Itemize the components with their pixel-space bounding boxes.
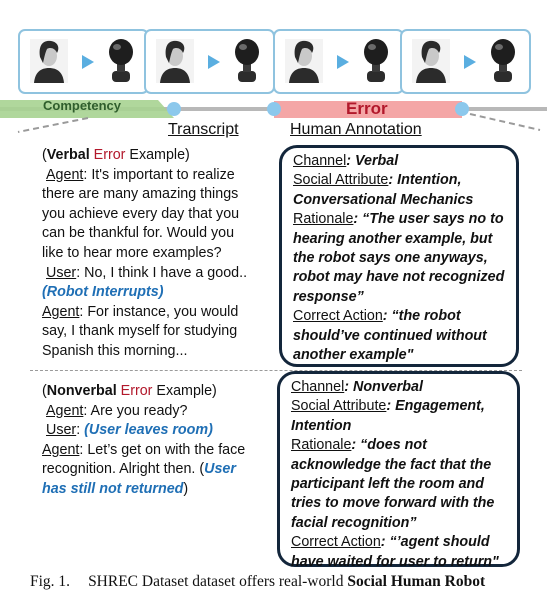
robot-head-icon xyxy=(235,39,259,82)
agent-speaker: Agent xyxy=(42,441,80,458)
dashed-connector-left xyxy=(18,118,88,132)
triangle-arrow-icon xyxy=(464,55,476,69)
interaction-frame-1 xyxy=(18,29,149,94)
robot-head-icon xyxy=(491,39,515,82)
user-speaker: User xyxy=(46,264,77,281)
user-leaves-note: (User leaves room) xyxy=(84,422,213,439)
agent-speaker: Agent xyxy=(46,402,84,419)
transcript-heading: Transcript xyxy=(168,121,239,138)
dashed-connector-right xyxy=(470,114,540,130)
robot-head-icon xyxy=(109,39,133,82)
figure-caption: Fig. 1. SHREC Dataset dataset offers real-world Social Human Robot xyxy=(30,573,486,590)
annotation-heading: Human Annotation xyxy=(290,121,422,138)
interaction-frame-2 xyxy=(144,29,275,94)
interaction-frame-4 xyxy=(400,29,531,94)
person-silhouette-icon xyxy=(412,39,450,83)
timeline-marker-1 xyxy=(167,102,181,116)
nonverbal-title: (Nonverbal Error Example) xyxy=(42,383,217,399)
verbal-title: (Verbal Error Example) xyxy=(42,147,190,163)
verbal-transcript: (Verbal Error Example) Agent: It's important to realize there are many amazing things you achieve every day that you can be thankful for. Would you like to hear more examples? User: No, I think I have a good.. (Robot Interrupts) Agent: For instance, you would say, I thank myself for studying Spanish this morning... xyxy=(42,147,248,359)
triangle-arrow-icon xyxy=(208,55,220,69)
person-silhouette-icon xyxy=(156,39,194,83)
timeline-marker-3 xyxy=(455,102,469,116)
competency-label: Competency xyxy=(43,98,122,113)
verbal-annotation-box: Channel: Verbal Social Attribute: Intention, Conversational Mechanics Rationale: “The user says no to hearing another example, but the robot says one anyways, robot may have not recognized response” Correct Action: “the robot should’ve continued without another example" xyxy=(279,145,519,367)
interaction-frame-3 xyxy=(273,29,404,94)
agent-speaker: Agent xyxy=(46,166,84,183)
nonverbal-transcript: (Nonverbal Error Example) Agent: Are you ready? User: (User leaves room) Agent: Let’s get on with the face recognition. Alright then. (User has still not returned) xyxy=(42,383,246,497)
person-silhouette-icon xyxy=(30,39,68,83)
robot-interrupts-note: (Robot Interrupts) xyxy=(42,284,164,301)
error-label: Error xyxy=(346,99,388,118)
person-silhouette-icon xyxy=(285,39,323,83)
nonverbal-annotation-box: Channel: Nonverbal Social Attribute: Engagement, Intention Rationale: “does not acknowledge the fact that the participant left the room and tries to move forward with the facial recognition” Correct Action: “’agent should have waited for user to return" xyxy=(277,371,520,567)
timeline-marker-2 xyxy=(267,102,281,116)
agent-speaker: Agent xyxy=(42,303,80,320)
user-speaker: User xyxy=(46,422,77,439)
triangle-arrow-icon xyxy=(82,55,94,69)
robot-head-icon xyxy=(364,39,388,82)
triangle-arrow-icon xyxy=(337,55,349,69)
